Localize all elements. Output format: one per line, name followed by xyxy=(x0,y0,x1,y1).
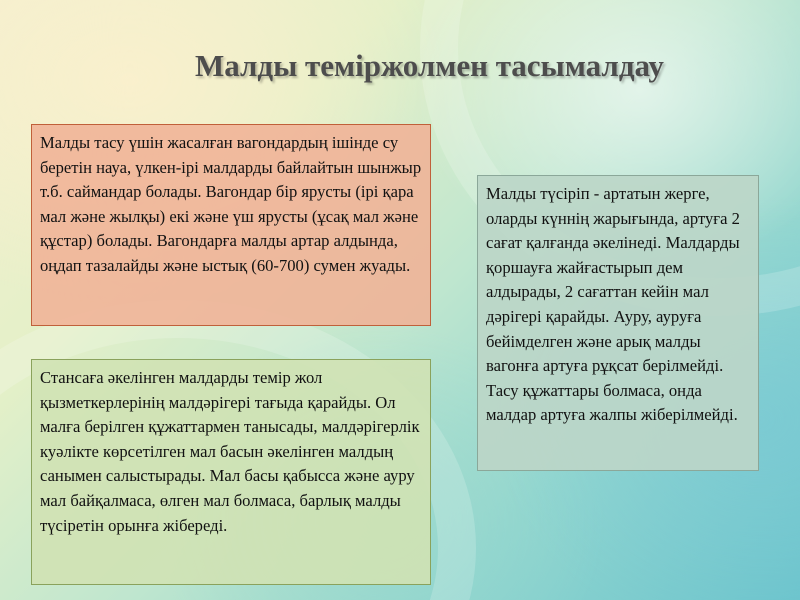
station-text-box: Стансаға әкелінген малдарды темір жол қызметкерлерінің малдәрігері тағыда қарайды. Ол малға берілген құжаттармен танысады, малдәрігерлік куәлікте көрсетілген мал басын әкелінген малдың санымен салыстырады. Мал басы қабысса және ауру мал байқалмаса, өлген мал болмаса, барлық малды түсіретін орынға жібереді. xyxy=(31,359,431,585)
wagons-text-box: Малды тасу үшін жасалған вагондардың ішінде су беретін науа, үлкен-ірі малдарды байлайтын шынжыр т.б. саймандар болады. Вагондар бір ярусты (ірі қара мал және жылқы) екі және үш ярусты (ұсақ мал және құстар) болады. Вагондарға малды артар алдында, оңдап тазалайды және ыстық (60-700) сумен жуады. xyxy=(31,124,431,326)
slide-title: Малды теміржолмен тасымалдау xyxy=(195,48,664,83)
unloading-text-box: Малды түсіріп - артатын жерге, оларды күннің жарығында, артуға 2 сағат қалғанда әкелінеді. Малдарды қоршауға жайғастырып дем алдырады, 2 сағаттан кейін мал дәрігері қарайды. Ауру, ауруға бейімделген және арық малды вагонға артуға рұқсат берілмейді. Тасу құжаттары болмаса, онда малдар артуға жалпы жіберілмейді. xyxy=(477,175,759,471)
